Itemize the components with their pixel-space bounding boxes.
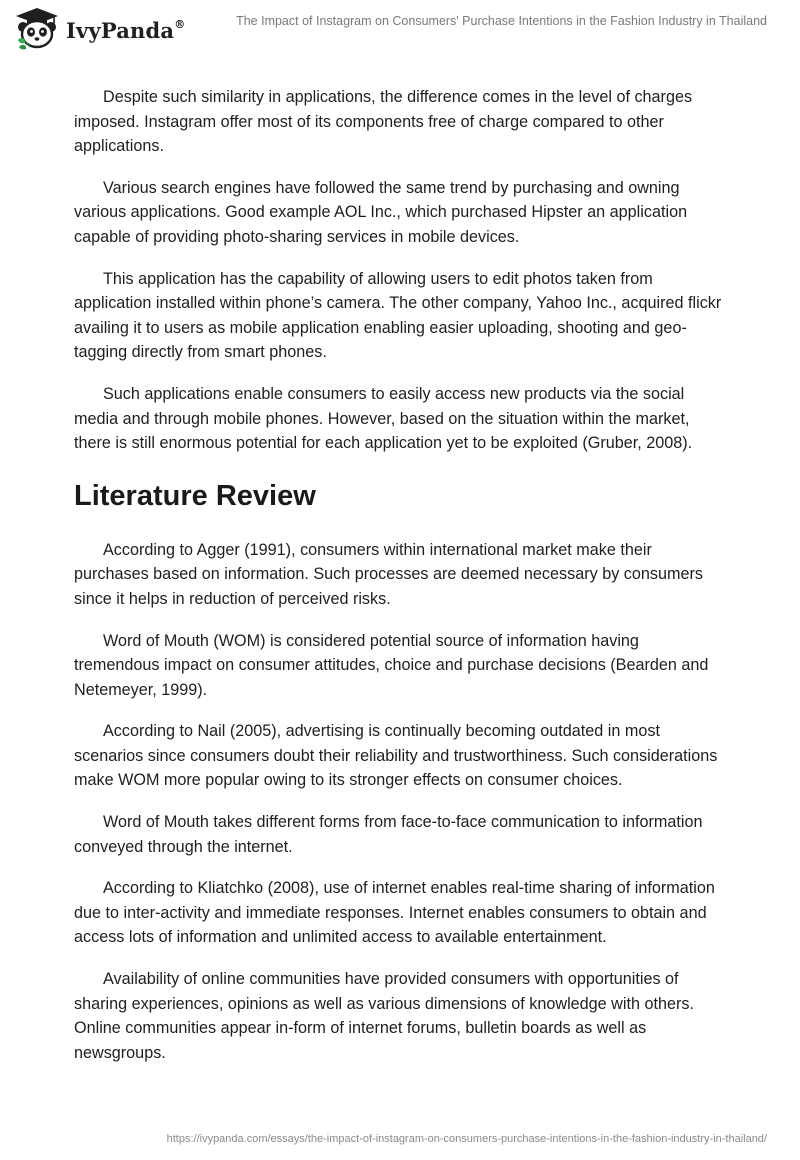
logo-wordmark: IvyPanda® [66, 17, 186, 43]
ivypanda-logo[interactable] [14, 6, 185, 50]
page-header [0, 0, 800, 60]
paragraph: Availability of online communities have provided consumers with opportunities of sharing experiences, opinions as well as various dimensions of knowledge with others. Online communities appear in-form of internet forums, bulletin boards as well as newsgroups. [74, 970, 694, 1062]
panda-logo-icon [14, 6, 60, 50]
paragraph: This application has the capability of allowing users to edit photos taken from application installed within phone’s camera. The other company, Yahoo Inc., acquired flickr availing it to users as mobile application enabling easier uploading, shooting and geo-tagging directly from smart phones. [74, 269, 722, 362]
paragraph: According to Agger (1991), consumers within international market make their purchases based on information. Such processes are deemed necessary by consumers since it helps in reduction of perceived risks. [74, 540, 703, 608]
source-url-link[interactable]: https://ivypanda.com/essays/the-impact-of-instagram-on-consumers-purchase-intentions-in-the-fashion-industry-in-thailand/ [166, 1133, 767, 1145]
paragraph: Various search engines have followed the same trend by purchasing and owning various applications. Good example AOL Inc., which purchased Hipster an application capable of providing photo-sharing services in mobile devices. [74, 178, 688, 246]
paragraph: Such applications enable consumers to easily access new products via the social media and through mobile phones. However, based on the situation within the market, there is still enormous potential for each application yet to be exploited (Gruber, 2008). [74, 384, 693, 453]
paragraph: Word of Mouth (WOM) is considered potential source of information having tremendous impact on consumer attitudes, choice and purchase decisions (Bearden and Netemeyer, 1999). [74, 631, 709, 699]
paragraph: Despite such similarity in applications, the difference comes in the level of charges imposed. Instagram offer most of its components free of charge compared to other applications. [74, 88, 693, 156]
paragraph: According to Kliatchko (2008), use of internet enables real-time sharing of information due to inter-activity and immediate responses. Internet enables consumers to obtain and access lots of information and unlimited access to available entertainment. [74, 879, 715, 947]
paragraph: Word of Mouth takes different forms from face-to-face communication to information conveyed through the internet. [74, 813, 703, 856]
section-heading: Literature Review [74, 479, 316, 512]
paragraph: According to Nail (2005), advertising is continually becoming outdated in most scenarios since consumers doubt their reliability and trustworthiness. Such considerations make WOM more popular owing to its stronger effects on consumer choices. [74, 722, 718, 790]
document-title: The Impact of Instagram on Consumers' Purchase Intentions in the Fashion Industry in Thailand [236, 14, 767, 28]
essay-body [74, 85, 724, 1082]
